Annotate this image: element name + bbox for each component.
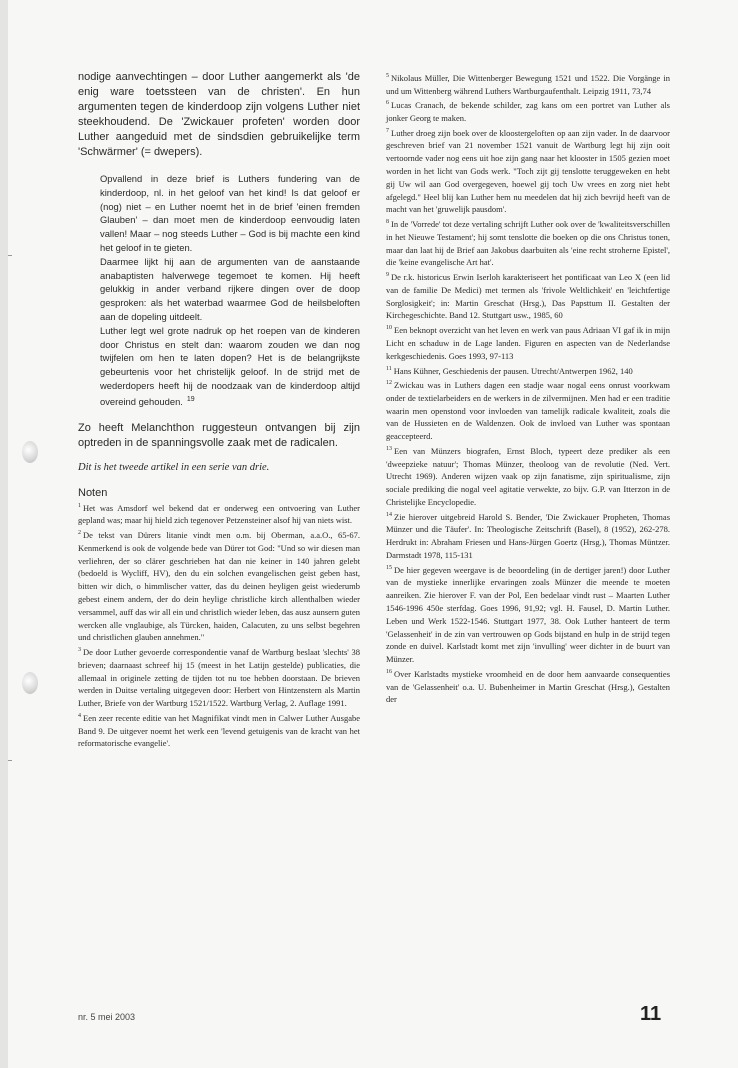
footnote: $^7$ Luther droeg zijn boek over de kloostergeloften op aan zijn vader. In de daarvoor geschreven brief van 21 november 1521 vanuit de Wartburg legt hij zijn ooit vertoornde vader nog eens uit hoe zijn gang naar het klooster in 1505 gezien moet worden in het licht van Gods werk. "Toch zijt gij tenslotte teruggeweken en hebt gij Uw wil aan God overgegeven, hoewel gij toch Uw vrees en zorg niet hebt afgelegd." Heel blij kan Luther hem nu meedelen dat hij zich bevrijd heeft van de macht van het 'gruwelijk pausdom'. [386, 127, 670, 215]
footnote: $^4$ Een zeer recente editie van het Magnifikat vindt men in Calwer Luther Ausgabe Band 9. De uitgever noemt het werk een 'levend getuigenis van de kracht van het reformatorische evangelie'. [78, 712, 360, 749]
footnote: $^{16}$ Over Karlstadts mystieke vroomheid en de door hem aanvaarde consequenties van de 'Gelassenheit' o.a. U. Bubenheimer in Martin Greschat (Hrsg.), Gestalten der [386, 668, 670, 705]
footnote: $^{11}$ Hans Kühner, Geschiedenis der pausen. Utrecht/Antwerpen 1962, 140 [386, 365, 633, 376]
punch-hole [22, 441, 38, 463]
margin-mark [8, 760, 12, 761]
footnote: $^6$ Lucas Cranach, de bekende schilder, zag kans om een portret van Luther als jonker Georg te maken. [386, 100, 670, 124]
notes-list [78, 500, 360, 750]
intro-paragraph: nodige aanvechtingen – door Luther aangemerkt als 'de enig ware toetssteen van de christen'. En hun argumenten tegen de kinderdoop zijn volgens Luther niet steekhoudend. De 'Zwickauer profeten' worden door Luther aangeduid met de sindsdien gebruikelijke term 'Schwärmer' (= dwepers). [78, 71, 360, 158]
punch-hole [22, 672, 38, 694]
left-column [78, 70, 360, 750]
footnote: $^{15}$ De hier gegeven weergave is de beoordeling (in de dertiger jaren!) door Luther van de mystieke innerlijke ervaringen zoals Münzer die meende te moeten aanreiken. Zie hierover F. van der Pol, Een bedelaar vindt rust – Maarten Luther 1546-1996 450e sterfdag. Goes 1996, 91,92; vgl. H. Fausel, D. Martin Luther. Leben und Werk 1522-1546. Stuttgart 1977, 38. Ook Luther hanteert de term 'Gelassenheit' in de zin van vertrouwen op Gods bijstand en hulp in de strijd tegen zonde en duivel. Karlstadt komt met zijn 'invulling' weer dichter in de buurt van Münzer. [386, 564, 670, 665]
footnote: $^8$ In de 'Vorrede' tot deze vertaling schrijft Luther ook over de 'kwaliteitsverschillen in het Nieuwe Testament'; hij somt tenslotte die boeken op die ons Christus tonen, maar dan laat hij de Brief aan Jakobus daarbuiten als 'eine recht stroherne Epistel', die 'keine evangelische Art hat'. [386, 219, 670, 268]
footnote: $^1$ Het was Amsdorf wel bekend dat er onderweg een ontvoering van Luther gepland was; maar hij hield zich tegenover Petzensteiner alsof hij van niets wist. [78, 502, 360, 526]
footnote: $^5$ Nikolaus Müller, Die Wittenberger Bewegung 1521 und 1522. Die Vorgänge in und um Wittenberg während Luthers Wartburgaufenthalt. Leipzig 1911, 73,74 [386, 72, 670, 96]
footnote-ref: 19 [186, 395, 195, 403]
quote-paragraph: Opvallend in deze brief is Luthers fundering van de kinderdoop, nl. in het geloof van het kind! Is dat geloof er (nog) niet – en Luther noemt het in de brief 'einen fremden Glauben' – dan moet men de kinderdoop eenvoudig laten vallen! Maar – nog steeds Luther – God is bij machte een kind het geloof in te gieten. [100, 173, 360, 253]
series-note: Dit is het tweede artikel in een serie van drie. [78, 461, 270, 473]
footnote: $^9$ De r.k. historicus Erwin Iserloh karakteriseert het pontificaat van Leo X (een lid van de familie De Medici) met termen als 'frivole Weltlichkeit' en 'leichtfertige Sorglosigkeit'; in: Martin Greschat (Hrsg.), Das Papsttum II. Gestalten der Kirchegeschichte. Band 12. Stuttgart usw., 1985, 60 [386, 272, 670, 321]
margin-mark [8, 255, 12, 256]
quote-paragraph: Luther legt wel grote nadruk op het roepen van de kinderen door Christus en stelt dan: waarom zouden we dan nog twijfelen om hen te laten dopen? Het is de belangrijkste gebeurtenis voor het christelijk geloof. In de strijd met de wederdopers heeft hij de noodzaak van de kinderdoop altijd overeind gehouden. $^{19}$ [100, 324, 360, 407]
issue-label: nr. 5 mei 2003 [78, 1012, 136, 1022]
footnote: $^{13}$ Een van Münzers biografen, Ernst Bloch, typeert deze prediker als een 'dweepzieke natuur'; Thomas Münzer, theoloog van de revolutie (Ned. Vert. Utrecht 1969). Anderen wijzen vaak op zijn fanatisme, zijn spiritualisme, zijn sociale prediking die nogal veel agitatie verwekte, zo bijv. G.P. van Itterzon in de Christelijke Encyclopedie. [386, 445, 670, 507]
footnote: $^3$ De door Luther gevoerde correspondentie vanaf de Wartburg beslaat 'slechts' 38 brieven; daarnaast schreef hij 15 (meest in het Latijn gestelde) publicaties, die allemaal in originele zetting de tijden tot nu toe hebben doorstaan. De brieven werden in Duitse vertaling uitgegeven door: Herbert von Hintzenstern als Martin Luther, Briefe von der Wartburg 1521/1522. Wartburg Verlag, 2. Auflage 1991. [78, 646, 360, 709]
right-column [386, 70, 670, 706]
footnote: $^{14}$ Zie hierover uitgebreid Harold S. Bender, 'Die Zwickauer Propheten, Thomas Münzer und die Täufer'. In: Theologische Zeitschrift (Basel), 8 (1952), 262-278. Herdrukt in: Abraham Friesen und Hans-Jürgen Goertz (Hrsg.), Thomas Müntzer. Darmstadt 1978, 115-131 [386, 511, 670, 560]
footnote: $^{12}$ Zwickau was in Luthers dagen een stadje waar nogal eens onrust voorkwam onder de textielarbeiders en de werkers in de zilvermijnen. Men had er een traditie waarin men openstond voor invloeden van tamelijk radicale kwaliteit, zoals die van de Hussieten en de Waldenzen. Ook de invloed van Luther was spontaan geaccepteerd. [386, 379, 670, 442]
quote-paragraph: Daarmee lijkt hij aan de argumenten van de aanstaande anabaptisten halverwege tegemoet te komen. Hij heeft gelukkig in ander verband rijkere dingen over de doop gesproken: als het waterbad waarmee God de heilsbeloften aan de dopeling uitdeelt. [100, 255, 360, 322]
notes-heading: Noten [78, 486, 108, 499]
footnote: $^2$ De tekst van Dürers litanie vindt men o.m. bij Oberman, a.a.O., 65-67. Kenmerkend is ook de volgende bede van Dürer tot God: "Und so wir diesen man verliehren, der so clärer geschrieben hat dan nie keiner in 140 jahren gelebt (bedoeld is Wycliff, HV), den du ein solchen evangelischen geist geben hast, bitten wir dich, o himmlischer vatter, das du deinen heyligen geist wiederumb gebest einem andern, der do dein heylige christliche kirch allenthalben wieder versammel, auff das wir all ein und christlich wieder leben, das ausz aunsern guten wercken alle vnglaubige, als Türcken, haiden, Calacuten, zu uns selbst begehren und christlichen glauben annehmen." [78, 529, 360, 643]
conclusion-paragraph: Zo heeft Melanchthon ruggesteun ontvangen bij zijn optreden in de spanningsvolle zaak met de radicalen. [78, 421, 360, 449]
footnote: $^{10}$ Een beknopt overzicht van het leven en werk van paus Adriaan VI gaf ik in mijn Licht en schaduw in de Lage landen. Figuren en aspecten van de Nederlandse kerkgeschiedenis. Goes 1993, 97-113 [386, 325, 670, 361]
page-number: 11 [640, 1003, 662, 1025]
block-quote [100, 172, 360, 409]
page-edge [0, 0, 8, 1068]
